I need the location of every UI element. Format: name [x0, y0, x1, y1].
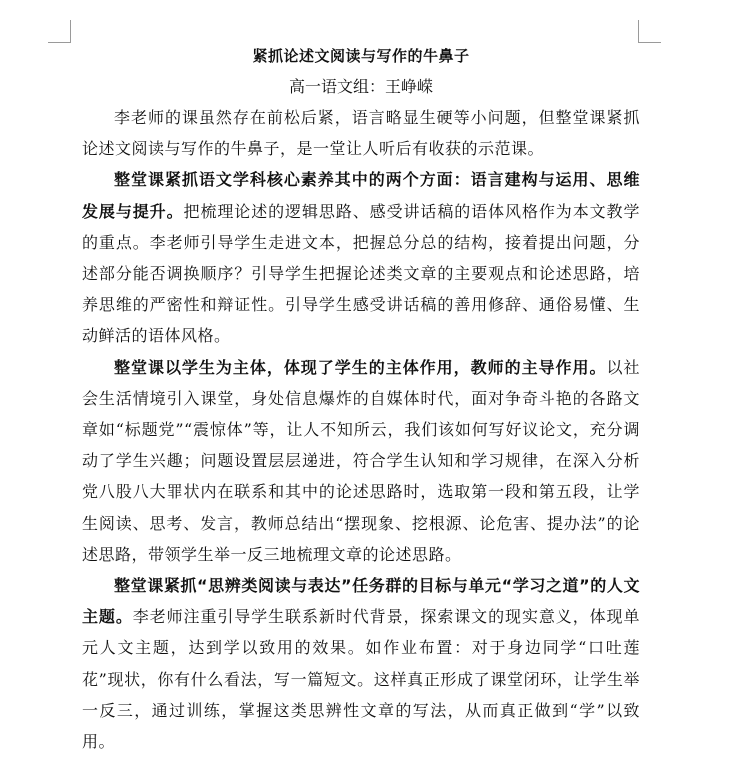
paragraph-lead: 整堂课以学生为主体，体现了学生的主体作用，教师的主导作用。	[114, 357, 607, 377]
paragraph-student-centered	[82, 352, 640, 570]
paragraph-intro	[82, 102, 640, 164]
paragraph-text: 李老师注重引导学生联系新时代背景，探索课文的现实意义，体现单元人文主题，达到学以致用的效果。如作业布置：对于身边同学“口吐莲花”现状，你有什么看法，写一篇短文。这样真正形成了课堂闭环，让学生举一反三，通过训练，掌握这类思辨性文章的写法，从而真正做到“学”以致用。	[82, 607, 640, 752]
paragraph-text: 李老师的课虽然存在前松后紧，语言略显生硬等小问题，但整堂课紧抓论述文阅读与写作的牛鼻子，是一堂让人听后有收获的示范课。	[82, 108, 640, 159]
page-corner-mark-top-right	[638, 20, 661, 43]
paragraph-lead: 整堂课紧抓“思辨类阅读与表达”任务群的目标与单元“学习之道”的人文主题。	[82, 576, 640, 627]
page-corner-mark-top-left	[48, 20, 71, 43]
document-author: 高一语文组：王峥嵘	[288, 77, 433, 96]
paragraph-task-group	[82, 570, 640, 757]
paragraph-text: 以社会生活情境引入课堂，身处信息爆炸的自媒体时代，面对争奇斗艳的各路文章如“标题党”“震惊体”等，让人不知所云，我们该如何写好议论文，充分调动了学生兴趣；问题设置层层递进，符合学生认知和学习规律，在深入分析党八股八大罪状内在联系和其中的论述思路时，选取第一段和第五段，让学生阅读、思考、发言，教师总结出“摆现象、挖根源、论危害、提办法”的论述思路，带领学生举一反三地梳理文章的论述思路。	[82, 357, 640, 564]
paragraph-core-literacy	[82, 164, 640, 351]
paragraph-text: 把梳理论述的逻辑思路、感受讲话稿的语体风格作为本文教学的重点。李老师引导学生走进文本，把握总分总的结构，接着提出问题，分述部分能否调换顺序？引导学生把握论述类文章的主要观点和论述思路，培养思维的严密性和辩证性。引导学生感受讲话稿的善用修辞、通俗易懂、生动鲜活的语体风格。	[82, 201, 640, 346]
paragraph-lead: 整堂课紧抓语文学科核心素养其中的两个方面：语言建构与运用、思维发展与提升。	[82, 170, 640, 221]
document-title: 紧抓论述文阅读与写作的牛鼻子	[252, 47, 470, 65]
document-page	[82, 40, 640, 757]
